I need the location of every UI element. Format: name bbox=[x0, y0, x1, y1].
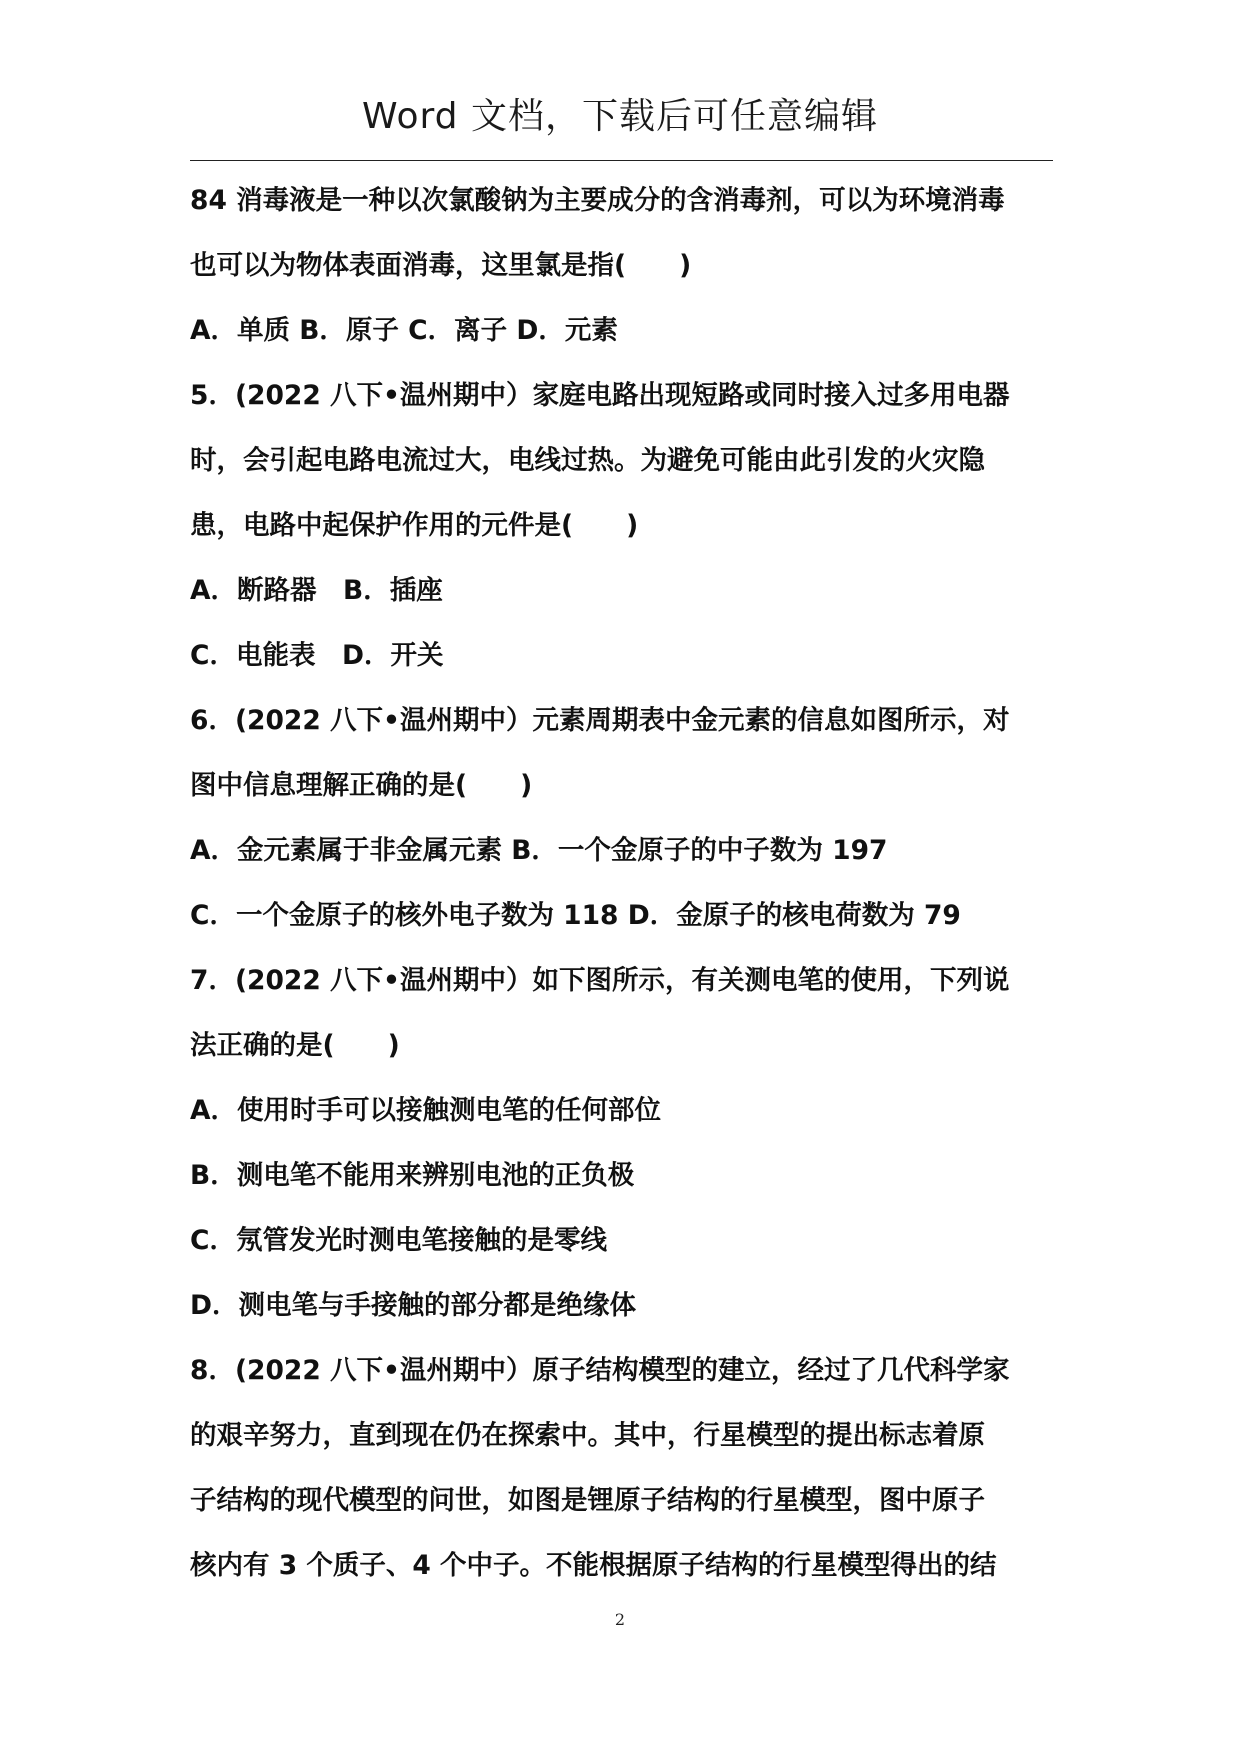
text-line: 的艰辛努力，直到现在仍在探索中。其中，行星模型的提出标志着原 bbox=[190, 1420, 985, 1451]
question-5: 5．(2022 八下•温州期中）家庭电路出现短路或同时接入过多用电器 bbox=[190, 380, 1010, 411]
text-line: 子结构的现代模型的问世，如图是锂原子结构的行星模型，图中原子 bbox=[190, 1485, 985, 1516]
text-line: 也可以为物体表面消毒，这里氯是指( ) bbox=[190, 250, 692, 281]
document-body bbox=[190, 174, 1060, 1604]
answer-option-b: B．测电笔不能用来辨别电池的正负极 bbox=[190, 1160, 635, 1191]
header-divider bbox=[190, 160, 1053, 161]
text-line: 时，会引起电路电流过大，电线过热。为避免可能由此引发的火灾隐 bbox=[190, 445, 985, 476]
text-line: 患，电路中起保护作用的元件是( ) bbox=[190, 510, 639, 541]
answer-options: A．单质 B．原子 C．离子 D．元素 bbox=[190, 315, 618, 346]
answer-option-a: A．使用时手可以接触测电笔的任何部位 bbox=[190, 1095, 662, 1126]
answer-option-c: C．氖管发光时测电笔接触的是零线 bbox=[190, 1225, 607, 1256]
text-line: 核内有 3 个质子、4 个中子。不能根据原子结构的行星模型得出的结 bbox=[190, 1550, 997, 1581]
page-header-title: Word 文档，下载后可任意编辑 bbox=[362, 96, 878, 137]
answer-options: C．电能表 D．开关 bbox=[190, 640, 444, 671]
text-line: 法正确的是( ) bbox=[190, 1030, 400, 1061]
page-number: 2 bbox=[614, 1610, 626, 1629]
answer-options: A．断路器 B．插座 bbox=[190, 575, 443, 606]
answer-option-d: D．测电笔与手接触的部分都是绝缘体 bbox=[190, 1290, 636, 1321]
question-8: 8．(2022 八下•温州期中）原子结构模型的建立，经过了几代科学家 bbox=[190, 1355, 1010, 1386]
answer-options: C．一个金原子的核外电子数为 118 D．金原子的核电荷数为 79 bbox=[190, 900, 961, 931]
question-7: 7．(2022 八下•温州期中）如下图所示，有关测电笔的使用，下列说 bbox=[190, 965, 1010, 996]
text-line: 84 消毒液是一种以次氯酸钠为主要成分的含消毒剂，可以为环境消毒 bbox=[190, 185, 1005, 216]
answer-options: A．金元素属于非金属元素 B．一个金原子的中子数为 197 bbox=[190, 835, 888, 866]
text-line: 图中信息理解正确的是( ) bbox=[190, 770, 533, 801]
question-6: 6．(2022 八下•温州期中）元素周期表中金元素的信息如图所示，对 bbox=[190, 705, 1010, 736]
